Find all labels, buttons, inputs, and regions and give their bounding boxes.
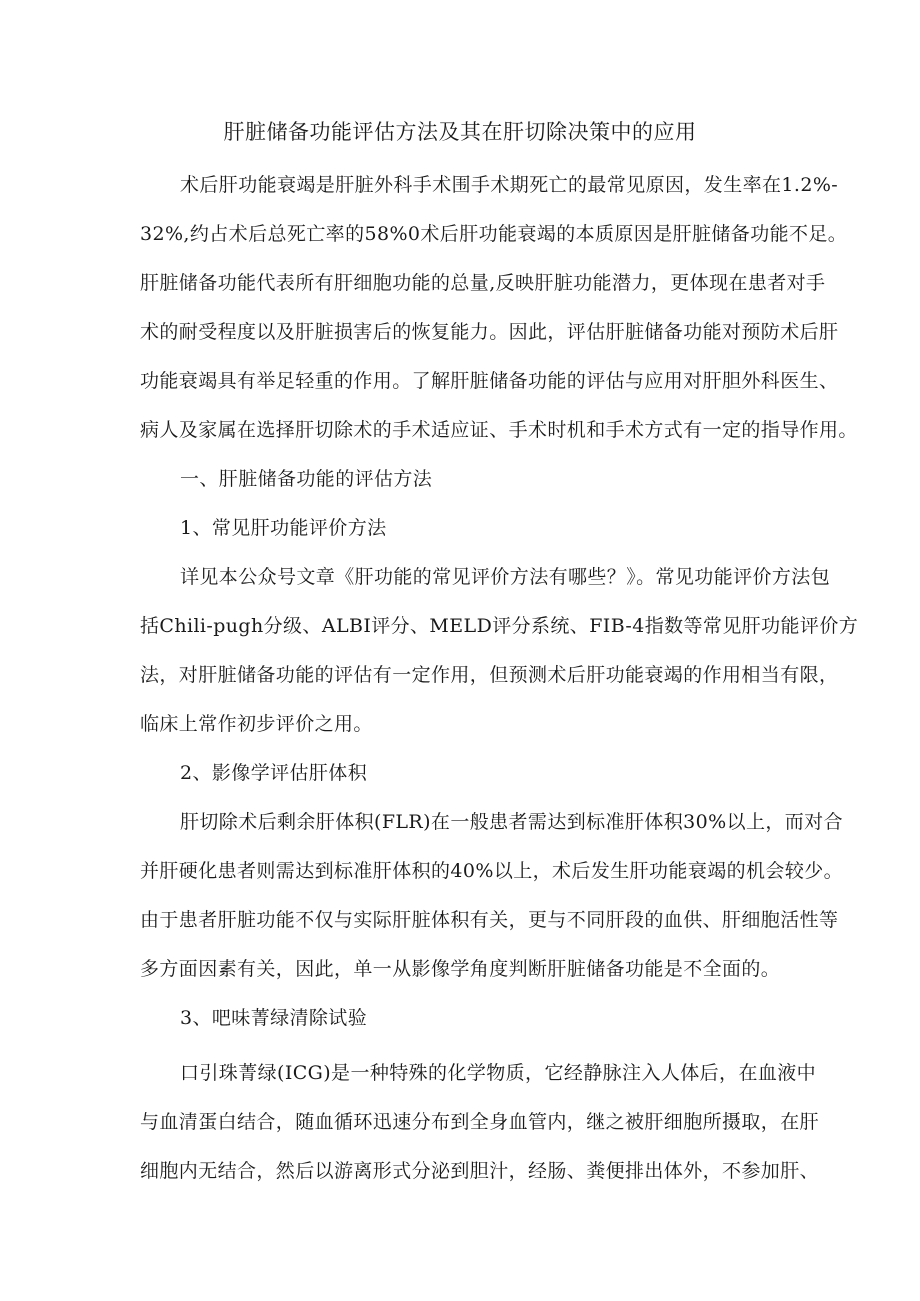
paragraph-line: 括Chili-pugh分级、ALBI评分、MELD评分系统、FIB-4指数等常见肝功能评价方 [140,615,859,637]
subsection-heading: 2、影像学评估肝体积 [180,762,368,784]
paragraph-line: 临床上常作初步评价之用。 [140,713,373,735]
paragraph-line: 术的耐受程度以及肝脏损害后的恢复能力。因此，评估肝脏储备功能对预防术后肝 [140,321,839,343]
paragraph-line: 并肝硬化患者则需达到标准肝体积的40%以上，术后发生肝功能衰竭的机会较少。 [140,860,844,882]
paragraph-line: 肝切除术后剩余肝体积(FLR)在一般患者需达到标准肝体积30%以上，而对合 [180,811,843,833]
paragraph-line: 细胞内无结合，然后以游离形式分泌到胆汁，经肠、粪便排出体外，不参加肝、 [140,1160,820,1182]
paragraph-line: 肝脏储备功能代表所有肝细胞功能的总量,反映肝脏功能潜力，更体现在患者对手 [140,272,826,294]
subsection-heading: 3、吧味菁绿清除试验 [180,1007,368,1029]
paragraph-line: 与血清蛋白结合，随血循环迅速分布到全身血管内，继之被肝细胞所摄取，在肝 [140,1111,820,1133]
paragraph-line: 功能衰竭具有举足轻重的作用。了解肝脏储备功能的评估与应用对肝胆外科医生、 [140,370,839,392]
paragraph-line: 由于患者肝脏功能不仅与实际肝脏体积有关，更与不同肝段的血供、肝细胞活性等 [140,909,839,931]
paragraph-line: 口引珠菁绿(ICG)是一种特殊的化学物质，它经静脉注入人体后，在血液中 [180,1062,817,1084]
paragraph-line: 病人及家属在选择肝切除术的手术适应证、手术时机和手术方式有一定的指导作用。 [140,419,858,441]
paragraph-line: 术后肝功能衰竭是肝脏外科手术围手术期死亡的最常见原因，发生率在1.2%- [180,174,839,196]
document-title: 肝脏储备功能评估方法及其在肝切除决策中的应用 [223,120,697,144]
subsection-heading: 1、常见肝功能评价方法 [180,517,387,539]
paragraph-line: 详见本公众号文章《肝功能的常见评价方法有哪些？》。常见功能评价方法包 [180,566,831,588]
section-heading: 一、肝脏储备功能的评估方法 [180,468,433,490]
paragraph-line: 法，对肝脏储备功能的评估有一定作用，但预测术后肝功能衰竭的作用相当有限， [140,664,839,686]
paragraph-line: 32%,约占术后总死亡率的58%0术后肝功能衰竭的本质原因是肝脏储备功能不足。 [140,223,848,245]
paragraph-line: 多方面因素有关，因此，单一从影像学角度判断肝脏储备功能是不全面的。 [140,958,781,980]
